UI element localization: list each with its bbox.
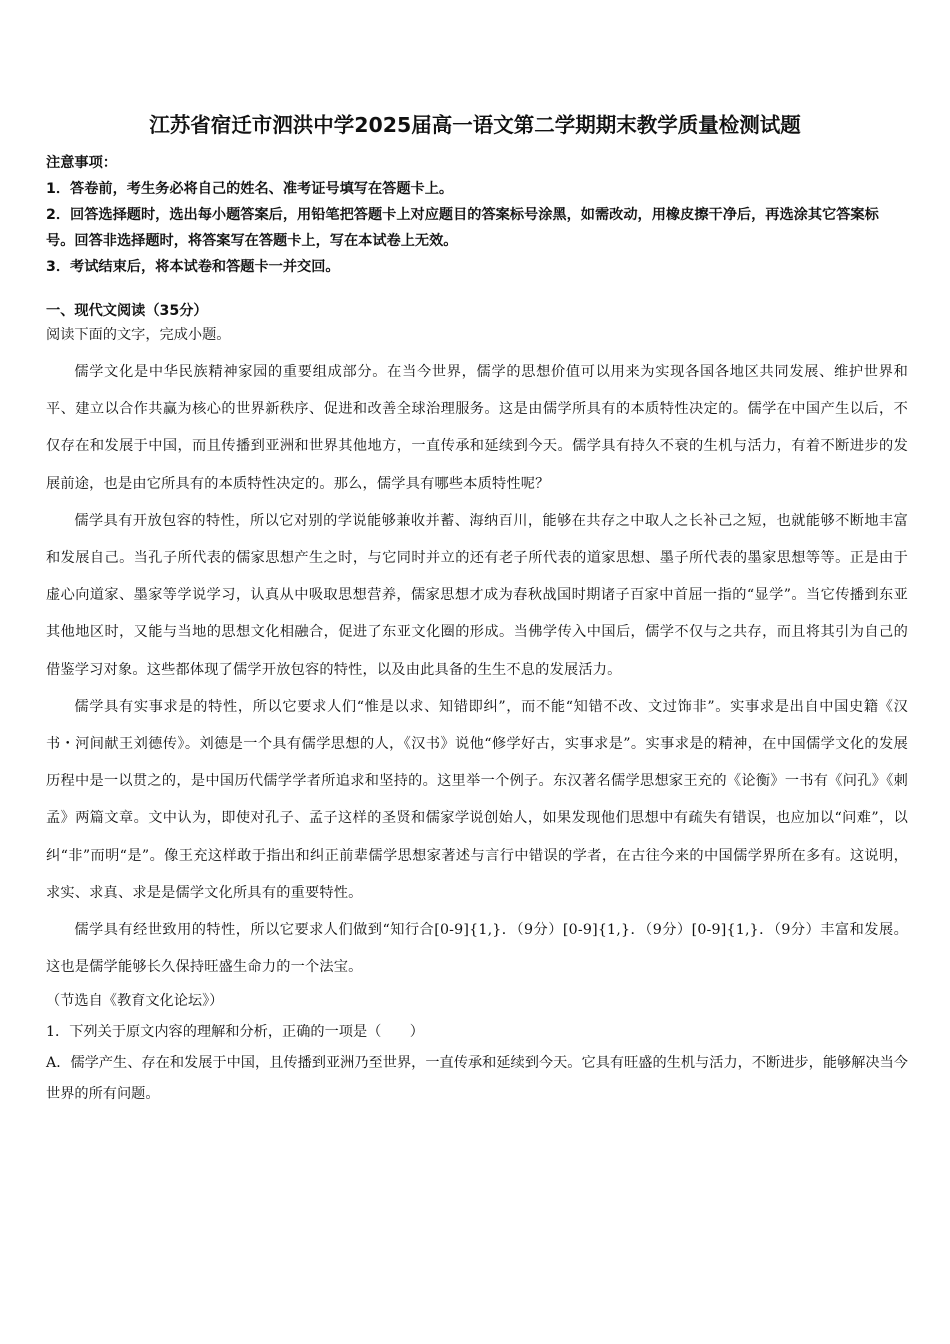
passage-paragraph-1: 儒学文化是中华民族精神家园的重要组成部分。在当今世界，儒学的思想价值可以用来为实现各国各地区共同发展、维护世界和平、建立以合作共赢为核心的世界新秩序、促进和改善全球治理服务。这是由儒学所具有的本质特性决定的。儒学在中国产生以后，不仅存在和发展于中国，而且传播到亚洲和世界其他地方，一直传承和延续到今天。儒学具有持久不衰的生机与活力，有着不断进步的发展前途，也是由它所具有的本质特性决定的。那么，儒学具有哪些本质特性呢？ [46,364,908,492]
passage-source: （节选自《教育文化论坛》） [46,993,224,1010]
reading-section [46,300,908,1110]
notice-item-3: 3．考试结束后，将本试卷和答题卡一并交回。 [46,259,340,275]
notice-item-2: 2．回答选择题时，选出每小题答案后，用铅笔把答题卡上对应题目的答案标号涂黑，如需改动，用橡皮擦干净后，再选涂其它答案标号。回答非选择题时，将答案写在答题卡上，写在本试卷上无效。 [46,207,879,249]
passage-paragraph-2: 儒学具有开放包容的特性，所以它对别的学说能够兼收并蓄、海纳百川，能够在共存之中取人之长补己之短，也就能够不断地丰富和发展自己。当孔子所代表的儒家思想产生之时，与它同时并立的还有老子所代表的道家思想、墨子所代表的墨家思想等等。正是由于虚心向道家、墨家等学说学习，认真从中吸取思想营养，儒家思想才成为春秋战国时期诸子百家中首屈一指的“显学”。当它传播到东亚其他地区时，又能与当地的思想文化相融合，促进了东亚文化圈的形成。当佛学传入中国后，儒学不仅与之共存，而且将其引为自己的借鉴学习对象。这些都体现了儒学开放包容的特性，以及由此具备的生生不息的发展活力。 [46,512,908,678]
exam-title: 江苏省宿迁市泗洪中学2025届高一语文第二学期期末教学质量检测试题 [149,113,801,137]
reading-passage [46,354,908,986]
question-1-option-a: A．儒学产生、存在和发展于中国，且传播到亚洲乃至世界，一直传承和延续到今天。它具有旺盛的生机与活力，不断进步，能够解决当今世界的所有问题。 [46,1055,908,1103]
section-heading: 一、现代文阅读（35分） [46,303,208,319]
passage-paragraph-3: 儒学具有实事求是的特性，所以它要求人们“惟是以求、知错即纠”，而不能“知错不改、文过饰非”。实事求是出自中国史籍《汉书・河间献王刘德传》。刘德是一个具有儒学思想的人，《汉书》说他“修学好古，实事求是”。实事求是的精神，在中国儒学文化的发展历程中是一以贯之的，是中国历代儒学学者所追求和坚持的。这里举一个例子。东汉著名儒学思想家王充的《论衡》一书有《问孔》《刺孟》两篇文章。文中认为，即使对孔子、孟子这样的圣贤和儒家学说创始人，如果发现他们思想中有疏失有错误，也应加以“问难”，以纠“非”而明“是”。像王充这样敢于指出和纠正前辈儒学思想家著述与言行中错误的学者，在古往今来的中国儒学界所在多有。这说明，求实、求真、求是是儒学文化所具有的重要特性。 [46,698,908,901]
notice-item-1: 1．答卷前，考生务必将自己的姓名、准考证号填写在答题卡上。 [46,181,454,197]
notice-block [46,150,906,280]
question-1: 1．下列关于原文内容的理解和分析，正确的一项是（ ） [46,1024,424,1041]
passage-paragraph-4: 儒学具有经世致用的特性，所以它要求人们做到“知行合[0-9]{1,}．（9分）[0-9]{1,}．（9分）[0-9]{1,}．（9分）丰富和发展。这也是儒学能够长久保持旺盛生命力的一个法宝。 [46,922,908,976]
notice-heading: 注意事项： [46,155,117,171]
section-instruction: 阅读下面的文字，完成小题。 [46,327,231,343]
